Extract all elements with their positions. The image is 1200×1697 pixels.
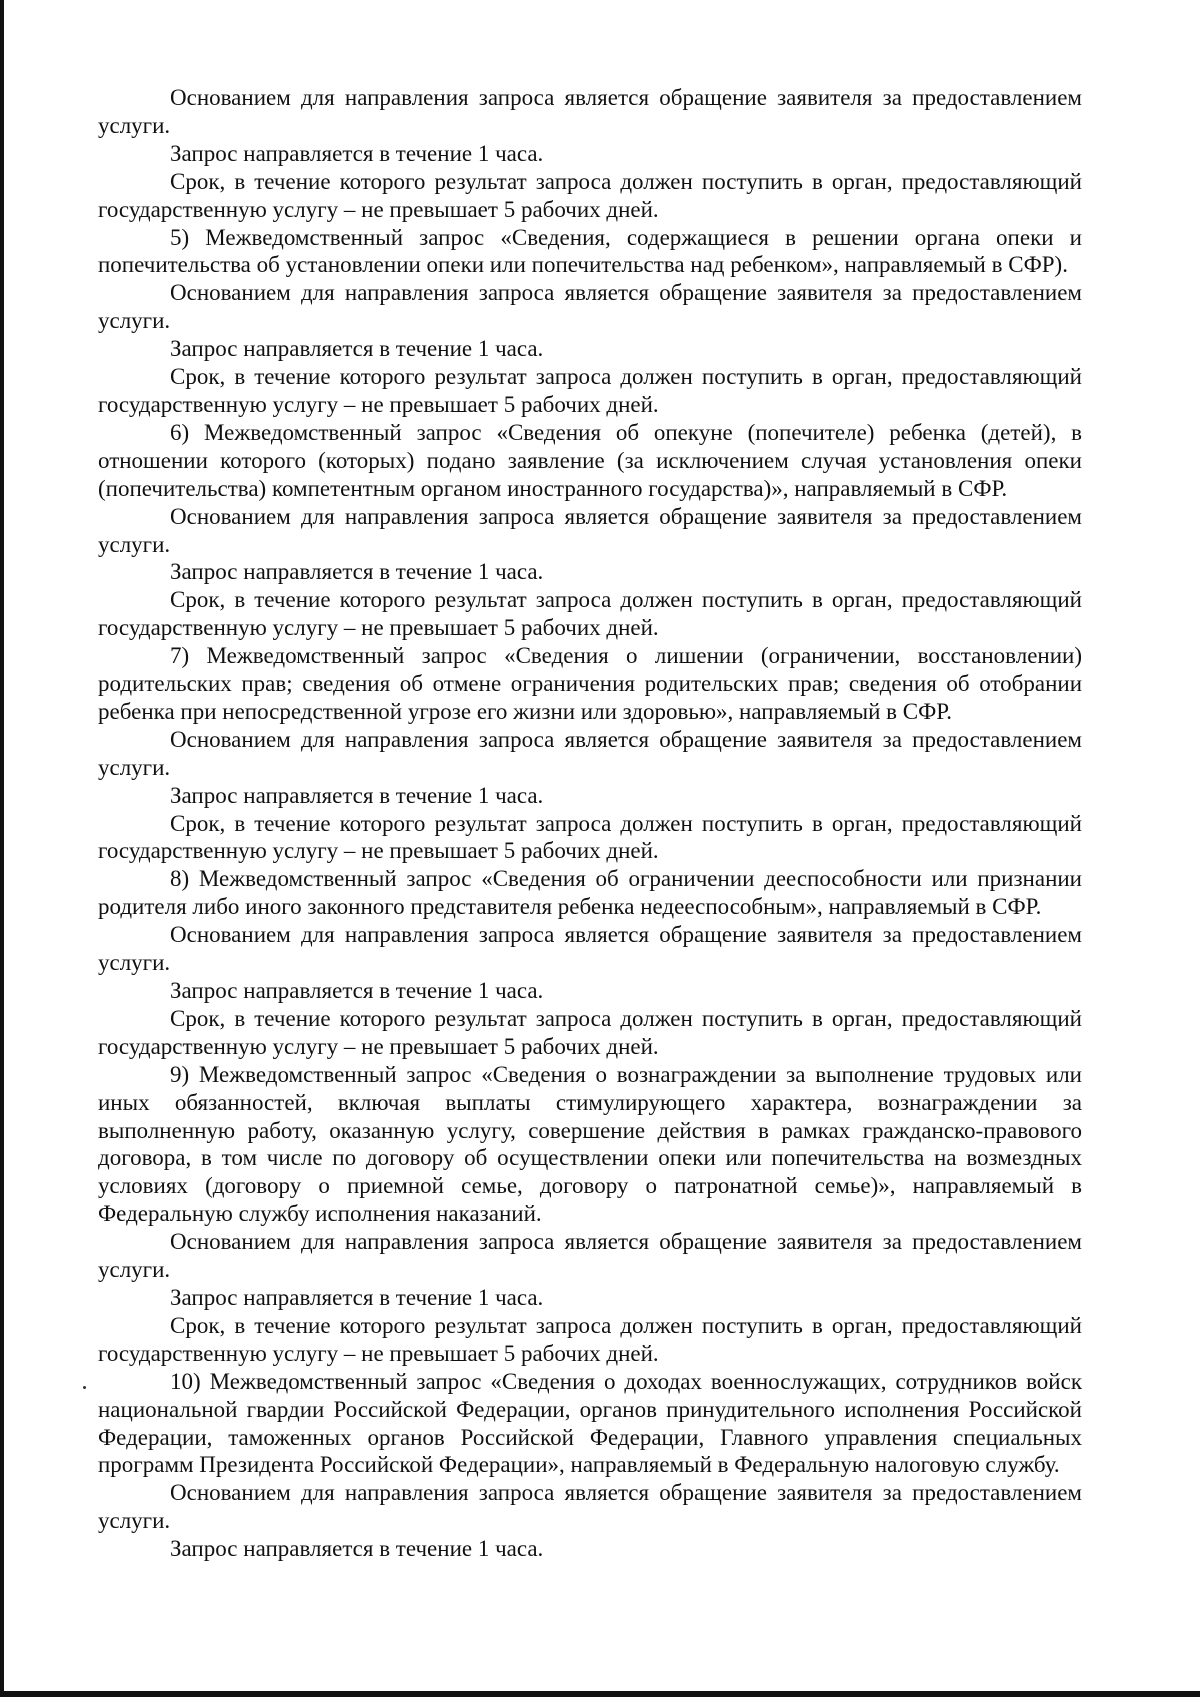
scan-border-bottom bbox=[0, 1691, 1200, 1697]
paragraph: Запрос направляется в течение 1 часа. bbox=[170, 559, 544, 585]
paragraph: Основанием для направления запроса является обращение заявителя за предоставлением услуги. bbox=[98, 1480, 1082, 1534]
paragraph: 8) Межведомственный запрос «Сведения об ограничении дееспособности или признании родителя либо иного законного представителя ребенка недееспособным», направляемый в СФР. bbox=[98, 866, 1082, 920]
paragraph: Запрос направляется в течение 1 часа. bbox=[170, 1536, 544, 1562]
paragraph: Срок, в течение которого результат запроса должен поступить в орган, предоставляющий государственную услугу – не превышает 5 рабочих дней. bbox=[98, 168, 1082, 222]
paragraph: Основанием для направления запроса является обращение заявителя за предоставлением услуги. bbox=[98, 726, 1082, 780]
scan-speck bbox=[83, 1386, 86, 1389]
paragraph: Основанием для направления запроса является обращение заявителя за предоставлением услуги. bbox=[98, 1229, 1082, 1283]
paragraph: Основанием для направления запроса является обращение заявителя за предоставлением услуги. bbox=[98, 922, 1082, 976]
paragraph: Запрос направляется в течение 1 часа. bbox=[170, 336, 544, 362]
paragraph: 6) Межведомственный запрос «Сведения об опекуне (попечителе) ребенка (детей), в отношении которого (которых) подано заявление (за исключением случая установления опеки (попечительства) компетентным органом иностранного государства)», направляемый в СФР. bbox=[98, 419, 1082, 501]
paragraph: 5) Межведомственный запрос «Сведения, содержащиеся в решении органа опеки и попечительства об установлении опеки или попечительства над ребенком», направляемый в СФР). bbox=[98, 224, 1082, 278]
paragraph: Срок, в течение которого результат запроса должен поступить в орган, предоставляющий государственную услугу – не превышает 5 рабочих дней. bbox=[98, 1312, 1082, 1366]
paragraph: 10) Межведомственный запрос «Сведения о доходах военнослужащих, сотрудников войск национальной гвардии Российской Федерации, органов принудительного исполнения Российской Федерации, таможенных органов Российской Федерации, Главного управления специальных программ Президента Российской Федерации», направляемый в Федеральную налоговую службу. bbox=[98, 1368, 1082, 1478]
paragraph: Срок, в течение которого результат запроса должен поступить в орган, предоставляющий государственную услугу – не превышает 5 рабочих дней. bbox=[98, 810, 1082, 864]
paragraph: Основанием для направления запроса является обращение заявителя за предоставлением услуги. bbox=[98, 85, 1082, 138]
paragraph: Запрос направляется в течение 1 часа. bbox=[170, 1284, 544, 1310]
scan-border-left bbox=[0, 0, 4, 1697]
paragraph: 9) Межведомственный запрос «Сведения о вознаграждении за выполнение трудовых или иных обязанностей, включая выплаты стимулирующего характера, вознаграждении за выполненную работу, оказанную услугу, совершение действия в рамках гражданско-правового договора, в том числе по договору об осуществлении опеки или попечительства на возмездных условиях (договору о приемной семье, договору о патронатной семье)», направляемый в Федеральную службу исполнения наказаний. bbox=[98, 1061, 1082, 1227]
paragraph: Запрос направляется в течение 1 часа. bbox=[170, 782, 544, 808]
paragraph: 7) Межведомственный запрос «Сведения о лишении (ограничении, восстановлении) родительских прав; сведения об отмене ограничения родительских прав; сведения об отобрании ребенка при непосредственной угрозе его жизни или здоровью», направляемый в СФР. bbox=[98, 643, 1082, 724]
document-page bbox=[98, 84, 1082, 1563]
paragraph: Основанием для направления запроса является обращение заявителя за предоставлением услуги. bbox=[98, 503, 1082, 557]
paragraph: Срок, в течение которого результат запроса должен поступить в орган, предоставляющий государственную услугу – не превышает 5 рабочих дней. bbox=[98, 1005, 1082, 1059]
paragraph: Срок, в течение которого результат запроса должен поступить в орган, предоставляющий государственную услугу – не превышает 5 рабочих дней. bbox=[98, 364, 1082, 417]
paragraph: Запрос направляется в течение 1 часа. bbox=[170, 140, 544, 166]
paragraph: Срок, в течение которого результат запроса должен поступить в орган, предоставляющий государственную услугу – не превышает 5 рабочих дней. bbox=[98, 587, 1082, 641]
paragraph: Основанием для направления запроса является обращение заявителя за предоставлением услуги. bbox=[98, 280, 1082, 334]
paragraph: Запрос направляется в течение 1 часа. bbox=[170, 978, 544, 1003]
